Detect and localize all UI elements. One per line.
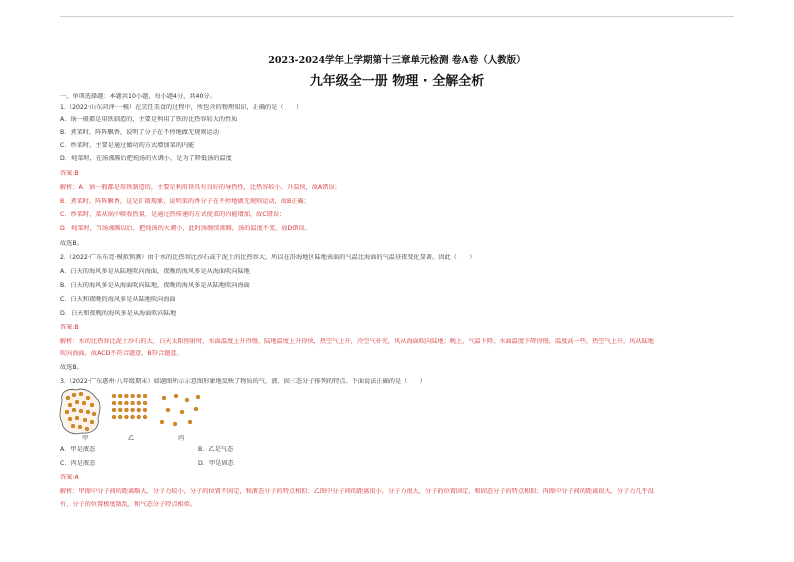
molecule-dot [118, 415, 122, 419]
molecule-dot [112, 394, 116, 398]
q1-option-a: A．锅一般都是用铁制造的，主要是利用了铁的比热容较大的性质 [60, 116, 238, 123]
molecule-dot [68, 417, 72, 421]
q1-answer: 答案:B [60, 170, 79, 177]
molecule-dot [162, 396, 166, 400]
q2-option-b: B．白天的海风多是从海面吹向陆地，夜晚的海风多是从陆地吹向海面 [60, 282, 250, 289]
q2-stem: 2.（2022·广东东莞·模拟预测）由于水的比热容比沙石或干泥土的比热容大，所以在沿海地区陆地表面的气温比海面的气温昼夜变化显著。因此（ ） [60, 254, 476, 261]
molecule-dot [75, 400, 79, 404]
molecule-dot [83, 418, 87, 422]
q1-option-b: B．煮菜时，阵阵飘香，说明了分子在不停地做无规则运动 [60, 129, 219, 136]
molecule-dot [79, 392, 83, 396]
yi-molecules [112, 394, 147, 419]
q3-option-c: C．丙是液态 [60, 460, 96, 467]
q2-conclusion: 故选B。 [60, 364, 83, 371]
figure-label-jia: 甲 [82, 435, 89, 442]
molecule-dot [92, 412, 96, 416]
q2-analysis-2: 吹向海面，故ACD不符合题意，B符合题意。 [60, 350, 183, 357]
q3-analysis-2: 有，分子的位置极度散乱，和气态分子特点相似。 [60, 501, 197, 508]
molecule-dot [143, 415, 147, 419]
document-subtitle: 九年级全一册 物理 · 全解全析 [309, 74, 485, 89]
q2-option-a: A．白天的海风多是从陆地吹向海面，夜晚的海风多是从海面吹向陆地 [60, 268, 250, 275]
molecule-dot [68, 403, 72, 407]
molecule-dot [86, 396, 90, 400]
molecule-dot [118, 408, 122, 412]
molecule-dot [75, 416, 79, 420]
figure-label-yi: 乙 [128, 435, 135, 442]
section-heading: 一、单项选择题：本题共10小题，每小题4分，共40分。 [60, 93, 216, 100]
q1-option-c: C．炒菜时，主要是通过做功的方式增加菜的内能 [60, 142, 195, 149]
q3-option-a: A．甲是液态 [60, 446, 96, 453]
molecule-dot [131, 408, 135, 412]
molecule-dot [79, 409, 83, 413]
q3-option-b: B．乙是气态 [198, 446, 234, 453]
bing-molecules [160, 394, 200, 426]
molecule-dot [65, 410, 69, 414]
q1-analysis-1: 解析：A．锅一般都是用铁制造的，主要是利用铁具有良好的导热性，比热容较小，升温快，故A错误； [60, 184, 341, 191]
q3-option-d: D．甲是固态 [198, 460, 234, 467]
molecule-dot [160, 420, 164, 424]
molecule-dot [180, 410, 184, 414]
molecule-dot [125, 408, 129, 412]
molecule-dot [185, 398, 189, 402]
molecule-dot [137, 415, 141, 419]
molecule-dot [143, 408, 147, 412]
molecule-dot [131, 394, 135, 398]
figure-label-bing: 丙 [178, 435, 185, 442]
molecule-dot [82, 401, 86, 405]
molecule-dot [125, 394, 129, 398]
q1-stem: 1.（2022·山东菏泽·一模）在烹饪美食的过程中，所包含的物理知识，正确的是（ ） [60, 104, 303, 111]
molecule-dot [143, 401, 147, 405]
molecule-dot [174, 394, 178, 398]
molecule-dot [71, 424, 75, 428]
molecule-dot [125, 401, 129, 405]
q3-analysis-1: 解析：甲图中分子间的距离略大，分子力较小，分子的位置不固定，和液态分子的特点相似；乙图中分子间的距离很小，分子力很大，分子的位置固定，和固态分子的特点相似；丙图中分子间的距离很大，分子力几乎没 [60, 488, 654, 495]
q1-analysis-2: B．煮菜时，阵阵飘香，这是扩散现象，说明菜的香分子在不停地做无规则运动，故B正确； [60, 198, 310, 205]
document-title: 2023-2024学年上学期第十三章单元检测 卷A卷（人教版） [268, 55, 526, 66]
molecule-dot [166, 408, 170, 412]
q2-option-d: D．白天和夜晚的海风多是从海面吹向陆地 [60, 310, 177, 317]
molecule-dot [143, 394, 147, 398]
molecule-dot [118, 394, 122, 398]
molecule-dot [137, 394, 141, 398]
molecule-dot [85, 427, 89, 431]
q1-analysis-3: C．炒菜时，菜从锅中吸收热量，是通过热传递的方式使菜的内能增加，故C错误； [60, 211, 286, 218]
molecule-dot [125, 415, 129, 419]
molecule-dot [131, 401, 135, 405]
q1-conclusion: 故选B。 [60, 240, 83, 247]
molecule-dot [196, 395, 200, 399]
q3-stem: 3.（2022·广东惠州·八年级期末）如题图所示示意图形象地反映了物质的气、液、固三态分子排列的特点。下面说法正确的是（ ） [60, 378, 426, 385]
q2-option-c: C．白天和夜晚的海风多是从陆地吹向海面 [60, 296, 176, 303]
molecule-dot [173, 422, 177, 426]
q2-answer: 答案:B [60, 324, 79, 331]
molecule-dot [137, 401, 141, 405]
header-rule [60, 16, 734, 17]
molecule-dot [137, 408, 141, 412]
molecule-dot [86, 410, 90, 414]
molecule-dot [90, 403, 94, 407]
molecule-dot [90, 420, 94, 424]
molecule-dot [72, 393, 76, 397]
molecule-dot [112, 408, 116, 412]
q3-answer: 答案:A [60, 474, 79, 481]
molecule-dot [112, 415, 116, 419]
molecule-dot [112, 401, 116, 405]
molecule-dot [188, 420, 192, 424]
q1-option-d: D．炖菜时，在汤沸腾后把炖汤的火调小，是为了降低汤的温度 [60, 155, 232, 162]
q2-analysis-1: 解析：水的比热容比泥土沙石的大，白天太阳照射时，水面温度上升得慢，陆地温度上升得快，热空气上升，冷空气补充，风从海面吹向陆地；晚上，气温下降，水面温度下降得慢，温度高一些，热空气上升，风从陆地 [60, 338, 654, 345]
molecule-dot [131, 415, 135, 419]
molecule-dot [118, 401, 122, 405]
q1-analysis-4: D．炖菜时，当汤沸腾以后，把炖汤的火调小，此时汤继续沸腾，汤的温度不变，故D错误。 [60, 225, 311, 232]
molecule-dot [194, 407, 198, 411]
molecule-dot [78, 425, 82, 429]
molecule-dot [66, 396, 70, 400]
molecule-dot [72, 408, 76, 412]
